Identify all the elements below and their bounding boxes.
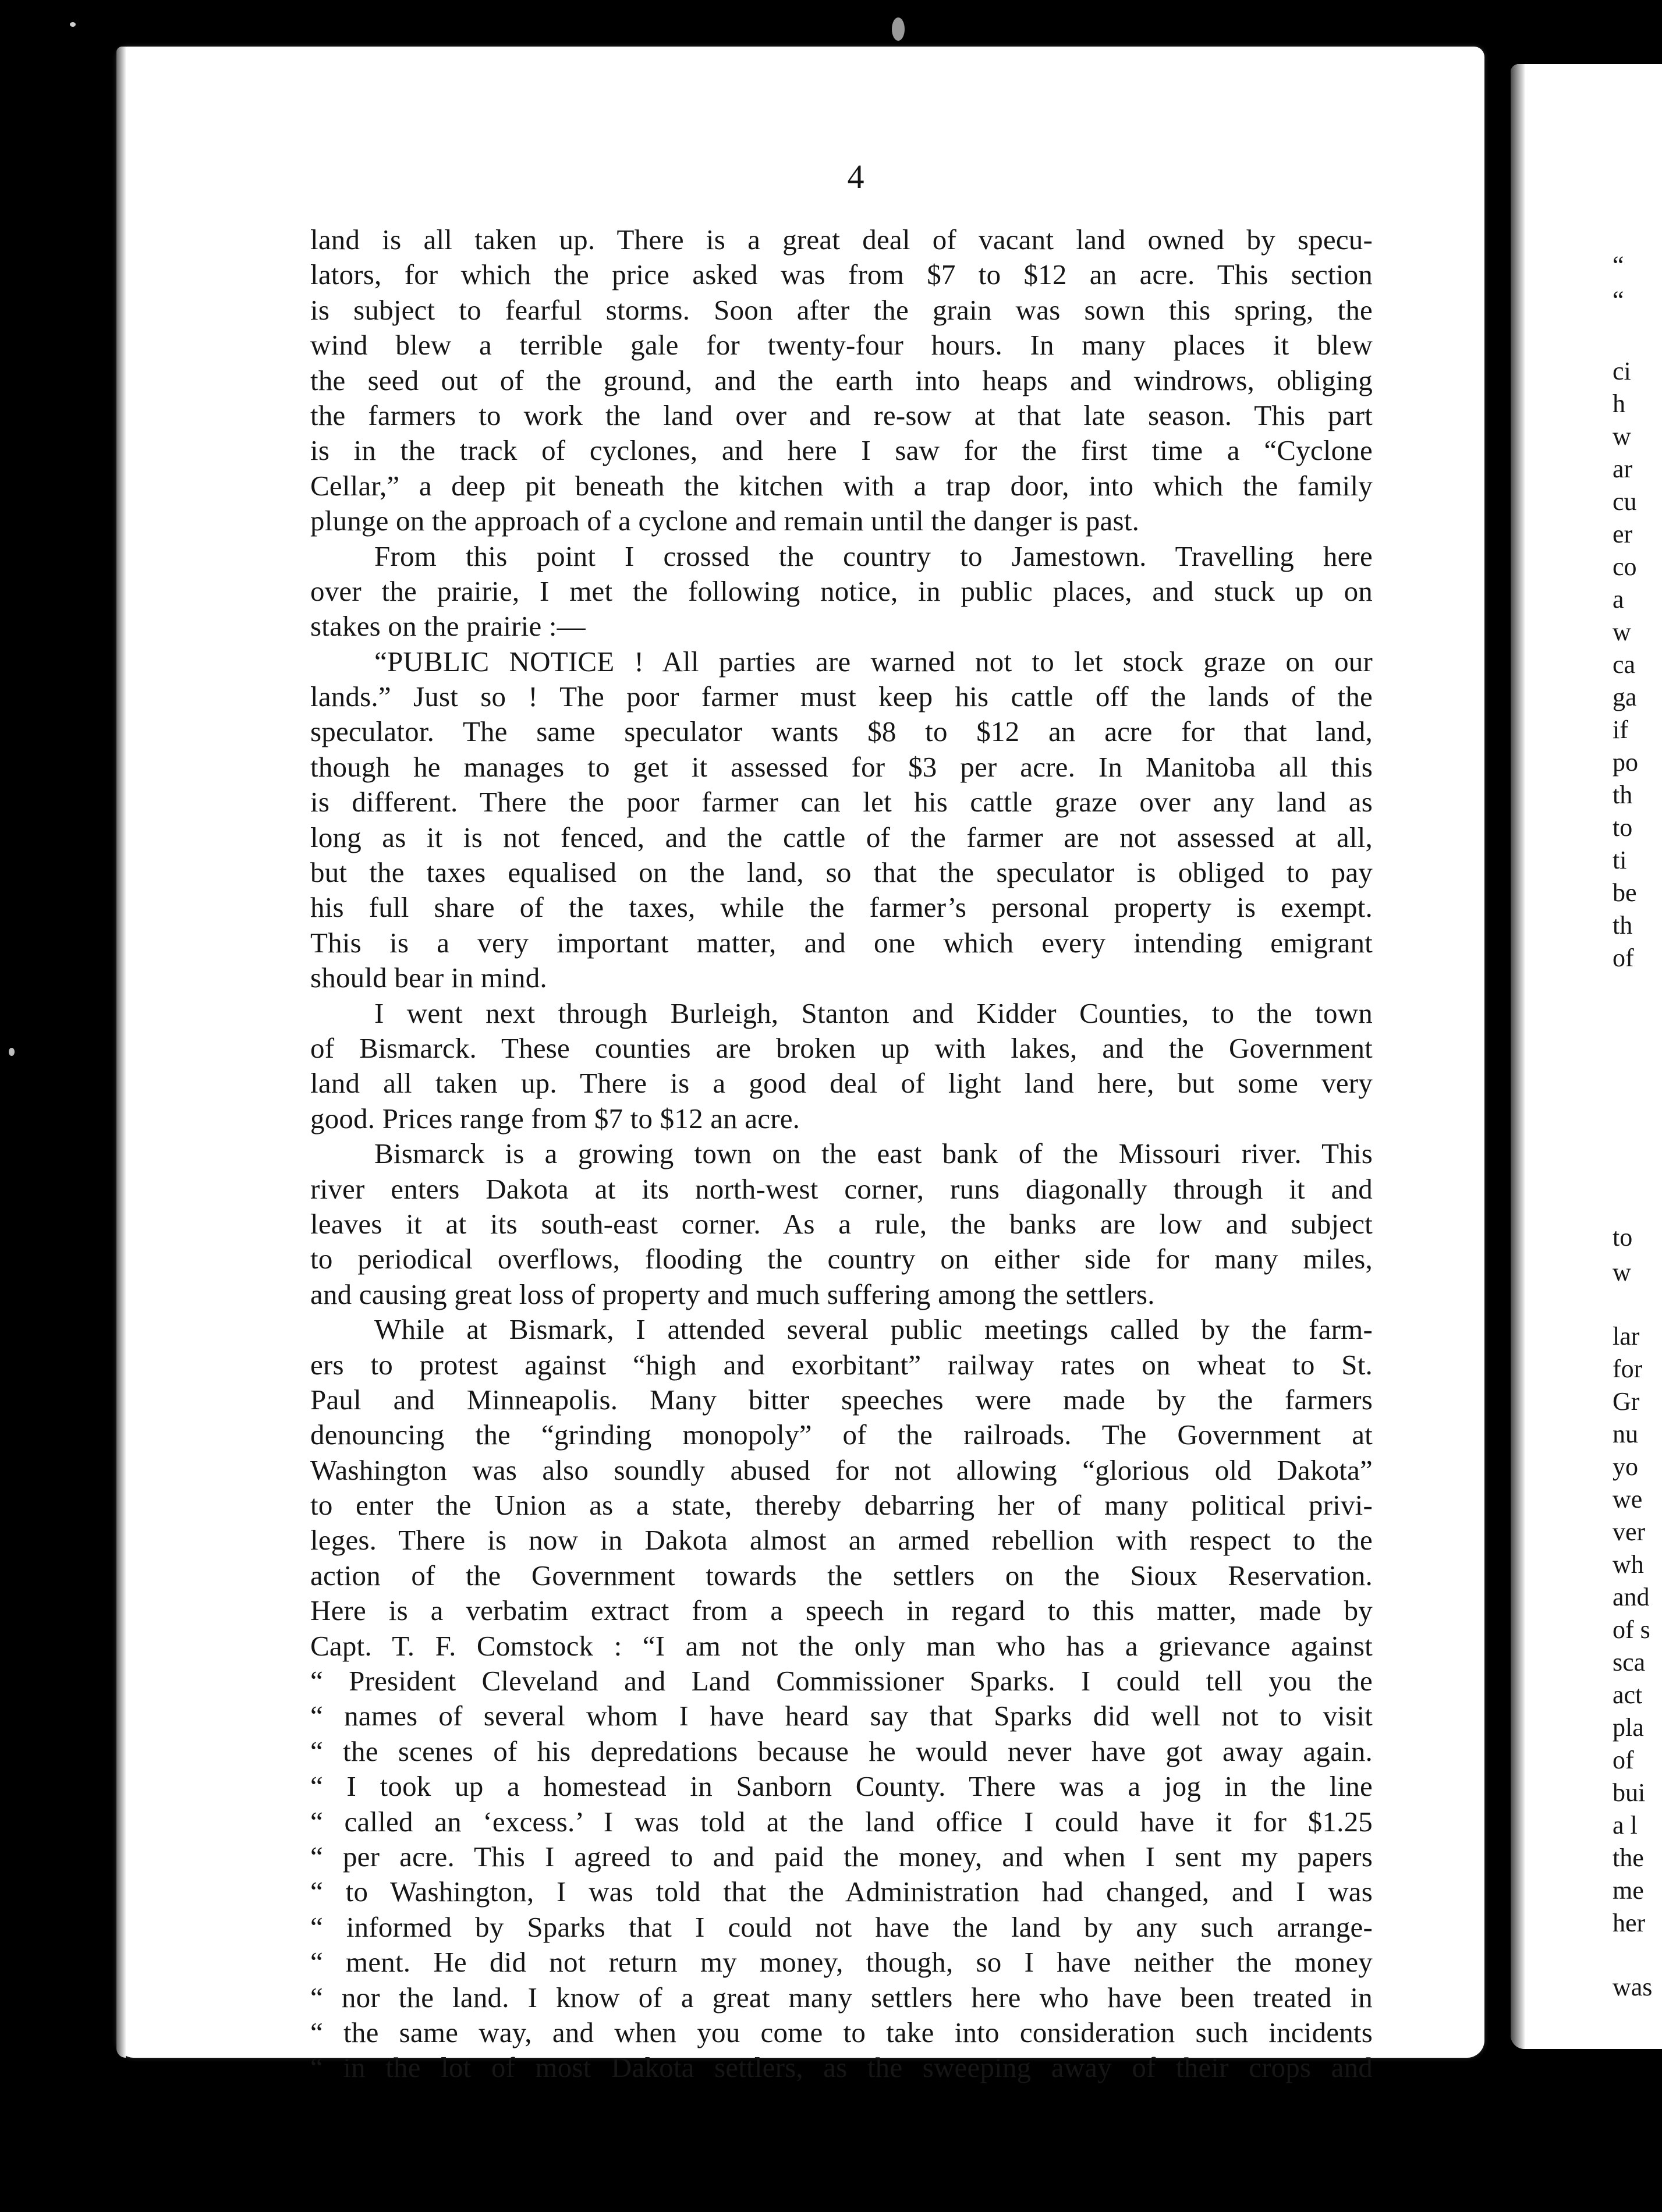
- text-line: lators, for which the price asked was from $7 to $12 an acre. This section: [310, 258, 1373, 291]
- margin-fragment: me: [1613, 1876, 1644, 1905]
- text-line: “ to Washington, I was told that the Administration had changed, and I was: [310, 1876, 1373, 1908]
- margin-fragment: ca: [1613, 650, 1636, 679]
- text-line: Capt. T. F. Comstock : “I am not the only man who has a grievance against: [310, 1629, 1373, 1662]
- margin-fragment: of: [1613, 1746, 1634, 1774]
- margin-fragment: if: [1613, 715, 1628, 744]
- text-line: “PUBLIC NOTICE ! All parties are warned not to let stock graze on our: [374, 645, 1373, 678]
- margin-fragment: of: [1613, 944, 1634, 972]
- text-line: land all taken up. There is a good deal of light land here, but some very: [310, 1067, 1373, 1100]
- margin-fragment: w: [1613, 422, 1631, 451]
- margin-fragment: pla: [1613, 1713, 1644, 1742]
- text-line: lands.” Just so ! The poor farmer must keep his cattle off the lands of the: [310, 680, 1373, 713]
- dust-speck: [892, 17, 905, 41]
- margin-fragment: po: [1613, 748, 1638, 777]
- margin-fragment: be: [1613, 878, 1637, 907]
- text-line: action of the Government towards the settlers on the Sioux Reservation.: [310, 1559, 1373, 1591]
- margin-fragment: a: [1613, 585, 1624, 614]
- text-line: “ I took up a homestead in Sanborn County. There was a jog in the line: [310, 1770, 1373, 1803]
- margin-fragment: for: [1613, 1355, 1643, 1383]
- margin-fragment: yo: [1613, 1452, 1638, 1481]
- margin-fragment: act: [1613, 1681, 1643, 1709]
- margin-fragment: w: [1613, 1258, 1631, 1286]
- text-line: “ names of several whom I have heard say that Sparks did well not to visit: [310, 1700, 1373, 1732]
- margin-fragment: to: [1613, 1223, 1633, 1252]
- margin-fragment: th: [1613, 781, 1633, 809]
- margin-fragment: Gr: [1613, 1387, 1640, 1416]
- margin-fragment: h: [1613, 389, 1625, 418]
- text-line: “ the same way, and when you come to take into consideration such incidents: [310, 2016, 1373, 2048]
- dust-speck: [70, 22, 76, 27]
- text-line: denouncing the “grinding monopoly” of the railroads. The Government at: [310, 1419, 1373, 1451]
- margin-fragment: we: [1613, 1485, 1643, 1513]
- text-line: Cellar,” a deep pit beneath the kitchen with a trap door, into which the family: [310, 469, 1373, 502]
- text-line: Washington was also soundly abused for not allowing “glorious old Dakota”: [310, 1454, 1373, 1486]
- text-line: “ in the lot of most Dakota settlers, as the sweeping away of their crops and: [310, 2051, 1373, 2084]
- text-line: is in the track of cyclones, and here I saw for the first time a “Cyclone: [310, 434, 1373, 467]
- text-line: to periodical overflows, flooding the country on either side for many miles,: [310, 1243, 1373, 1275]
- text-line: Bismarck is a growing town on the east bank of the Missouri river. This: [374, 1137, 1373, 1170]
- page-number: 4: [847, 158, 864, 196]
- margin-fragment: was: [1613, 1973, 1653, 2001]
- text-line: leges. There is now in Dakota almost an armed rebellion with respect to the: [310, 1524, 1373, 1557]
- text-line: plunge on the approach of a cyclone and remain until the danger is past.: [310, 505, 1140, 537]
- margin-fragment: cu: [1613, 487, 1637, 516]
- margin-fragment: to: [1613, 813, 1633, 842]
- text-line: Paul and Minneapolis. Many bitter speeches were made by the farmers: [310, 1383, 1373, 1416]
- text-line: “ per acre. This I agreed to and paid the money, and when I sent my papers: [310, 1840, 1373, 1873]
- text-line: of Bismarck. These counties are broken up with lakes, and the Government: [310, 1031, 1373, 1064]
- text-line: long as it is not fenced, and the cattle of the farmer are not assessed at all,: [310, 821, 1373, 853]
- text-line: but the taxes equalised on the land, so that the speculator is obliged to pay: [310, 856, 1373, 889]
- margin-fragment: the: [1613, 1844, 1644, 1872]
- margin-fragment: ar: [1613, 455, 1633, 483]
- text-line: to enter the Union as a state, thereby debarring her of many political privi-: [310, 1489, 1373, 1522]
- margin-fragment: ti: [1613, 846, 1627, 874]
- text-line: “ the scenes of his depredations because he would never have got away again.: [310, 1735, 1373, 1767]
- text-line: ers to protest against “high and exorbitant” railway rates on wheat to St.: [310, 1348, 1373, 1381]
- margin-fragment: nu: [1613, 1420, 1638, 1448]
- text-line: While at Bismark, I attended several public meetings called by the farm-: [374, 1313, 1373, 1346]
- margin-fragment: “: [1613, 251, 1624, 279]
- facing-page-gutter-shadow: [1511, 64, 1525, 2049]
- text-line: over the prairie, I met the following notice, in public places, and stuck up on: [310, 575, 1373, 607]
- text-line: his full share of the taxes, while the farmer’s personal property is exempt.: [310, 891, 1373, 924]
- text-line: the seed out of the ground, and the earth into heaps and windrows, obliging: [310, 364, 1373, 396]
- margin-fragment: ver: [1613, 1518, 1646, 1546]
- margin-fragment: co: [1613, 552, 1637, 581]
- text-line: “ ment. He did not return my money, though, so I have neither the money: [310, 1946, 1373, 1979]
- text-line: speculator. The same speculator wants $8 to $12 an acre for that land,: [310, 715, 1373, 748]
- text-line: This is a very important matter, and one which every intending emigrant: [310, 926, 1373, 959]
- text-line: “ called an ‘excess.’ I was told at the land office I could have it for $1.25: [310, 1805, 1373, 1838]
- margin-fragment: ga: [1613, 683, 1637, 711]
- text-line: good. Prices range from $7 to $12 an acre.: [310, 1102, 800, 1135]
- body-text: [310, 222, 1373, 2086]
- margin-fragment: and: [1613, 1583, 1650, 1611]
- text-line: From this point I crossed the country to Jamestown. Travelling here: [374, 540, 1373, 572]
- text-line: leaves it at its south-east corner. As a rule, the banks are low and subject: [310, 1207, 1373, 1240]
- text-line: stakes on the prairie :—: [310, 610, 586, 643]
- text-line: is subject to fearful storms. Soon after the grain was sown this spring, the: [310, 293, 1373, 326]
- text-line: land is all taken up. There is a great deal of vacant land owned by specu-: [310, 224, 1373, 256]
- dust-speck: [9, 1048, 15, 1056]
- margin-fragment: “: [1613, 286, 1624, 314]
- margin-fragment: th: [1613, 911, 1633, 940]
- text-line: I went next through Burleigh, Stanton and Kidder Counties, to the town: [374, 997, 1373, 1029]
- margin-fragment: w: [1613, 618, 1631, 646]
- text-line: the farmers to work the land over and re-sow at that late season. This part: [310, 399, 1373, 431]
- text-line: Here is a verbatim extract from a speech in regard to this matter, made by: [310, 1594, 1373, 1627]
- text-line: and causing great loss of property and much suffering among the settlers.: [310, 1278, 1155, 1310]
- margin-fragment: ci: [1613, 357, 1631, 385]
- margin-fragment: bui: [1613, 1778, 1646, 1807]
- text-line: should bear in mind.: [310, 962, 547, 994]
- page-left-edge-shadow: [116, 47, 126, 2058]
- margin-fragment: a l: [1613, 1811, 1638, 1839]
- text-line: “ informed by Sparks that I could not have the land by any such arrange-: [310, 1910, 1373, 1943]
- text-line: “ nor the land. I know of a great many settlers here who have been treated in: [310, 1981, 1373, 2014]
- margin-fragment: sca: [1613, 1648, 1646, 1676]
- text-line: is different. There the poor farmer can let his cattle graze over any land as: [310, 786, 1373, 818]
- text-line: “ President Cleveland and Land Commissioner Sparks. I could tell you the: [310, 1665, 1373, 1697]
- margin-fragment: er: [1613, 520, 1633, 548]
- margin-fragment: her: [1613, 1909, 1646, 1937]
- margin-fragment: lar: [1613, 1322, 1640, 1350]
- margin-fragment: wh: [1613, 1550, 1644, 1579]
- text-line: though he manages to get it assessed for $3 per acre. In Manitoba all this: [310, 750, 1373, 783]
- text-line: river enters Dakota at its north-west corner, runs diagonally through it and: [310, 1172, 1373, 1205]
- margin-fragment: of s: [1613, 1615, 1650, 1644]
- text-line: wind blew a terrible gale for twenty-four hours. In many places it blew: [310, 329, 1373, 361]
